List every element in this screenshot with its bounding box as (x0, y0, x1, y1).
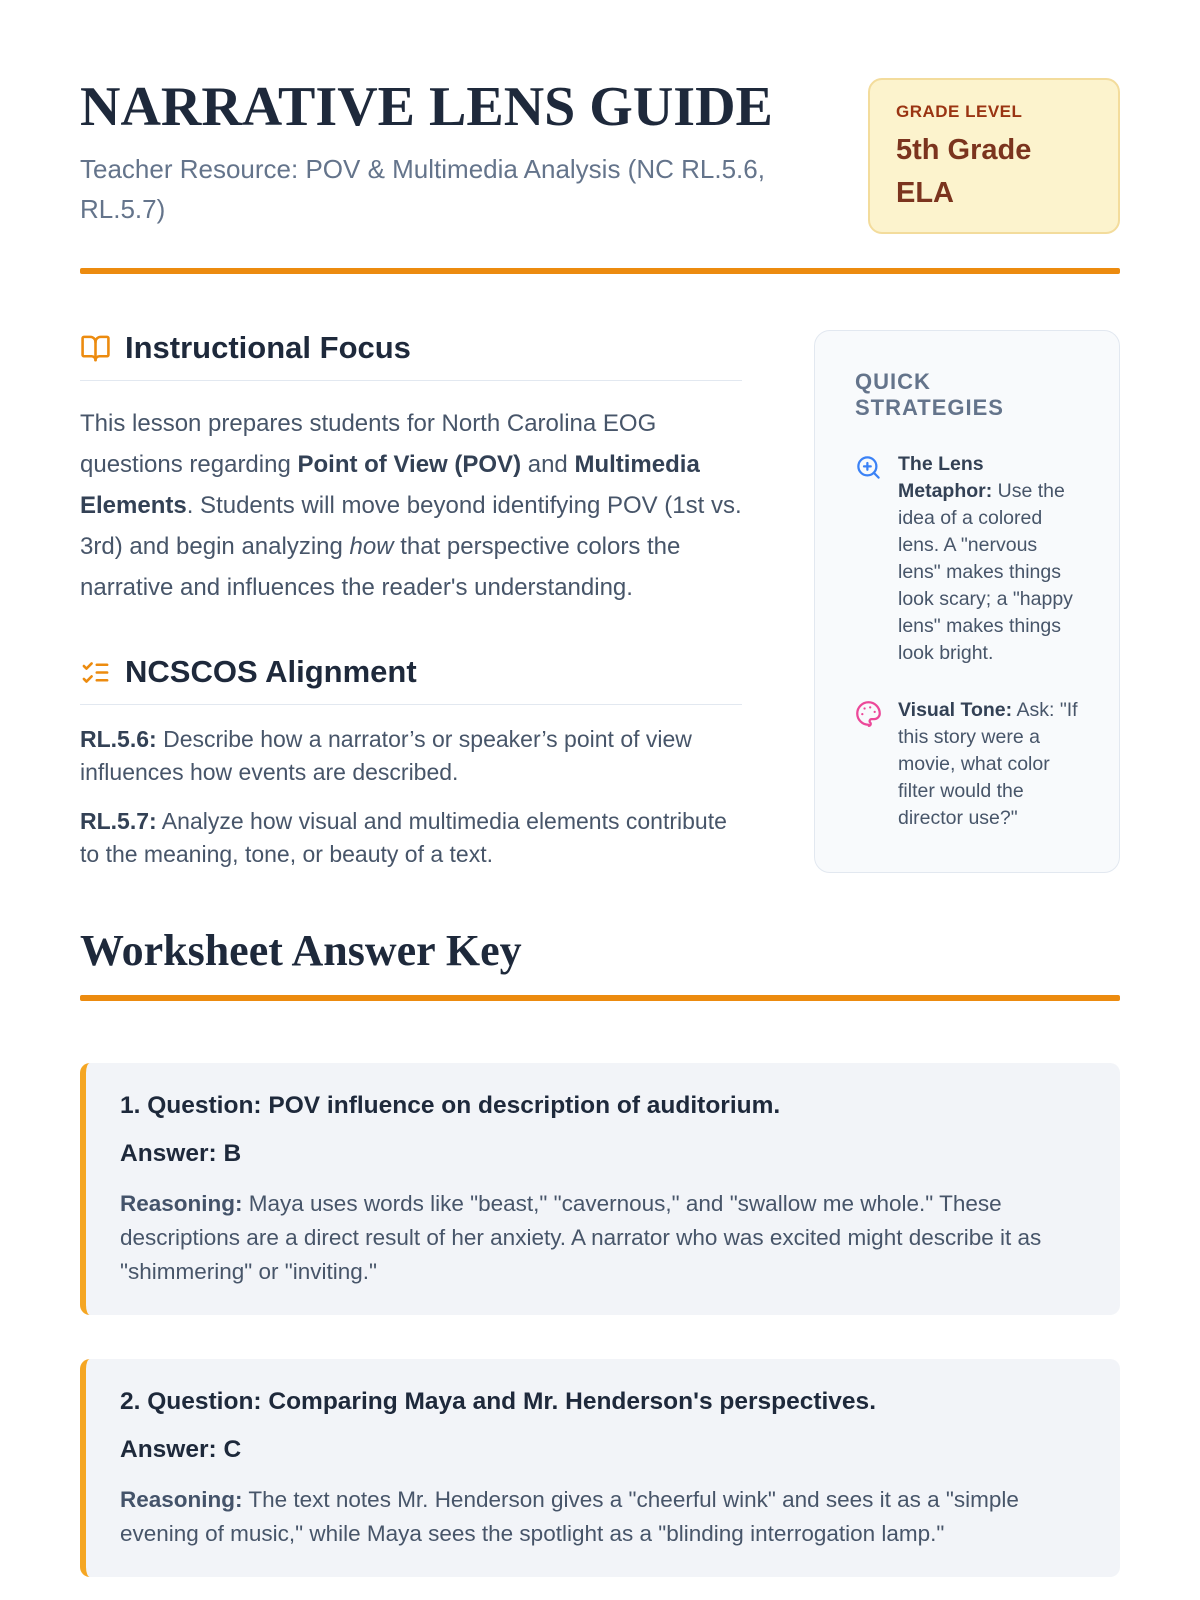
answer-value: Answer: C (120, 1436, 242, 1464)
answer-key-divider (80, 995, 1120, 1001)
ncscos-alignment-section (80, 654, 742, 871)
instructional-focus-section (80, 330, 742, 608)
zoom-in-icon (855, 454, 882, 481)
book-open-icon (80, 333, 111, 364)
grade-badge-subject: ELA (896, 177, 954, 209)
standard-code: RL.5.7: (80, 808, 157, 834)
strategy-text (898, 697, 1079, 832)
grade-level-badge (868, 78, 1120, 234)
answer-key-title: Worksheet Answer Key (80, 926, 522, 975)
standard-rl-5-6 (80, 723, 742, 789)
instructional-focus-heading-text: Instructional Focus (125, 330, 411, 365)
main-column (80, 330, 742, 871)
strategy-item-visual-tone (855, 697, 1079, 832)
reasoning-label: Reasoning: (120, 1487, 243, 1513)
reasoning-text: Maya uses words like "beast," "cavernous," and "swallow me whole." These descriptions are a direct result of her anxiety. A narrator who was excited might describe it as "shimmering" or "inviting." (120, 1191, 1042, 1285)
page-subtitle: Teacher Resource: POV & Multimedia Analysis (NC RL.5.6, RL.5.7) (80, 153, 765, 225)
focus-text: and (521, 451, 575, 478)
strategy-label: The Lens Metaphor: (898, 453, 993, 502)
standard-text: Analyze how visual and multimedia elements contribute to the meaning, tone, or beauty of a text. (80, 808, 727, 867)
focus-bold-multimedia: Multimedia Elements (80, 451, 700, 519)
focus-text: that perspective colors the narrative and influences the reader's understanding. (80, 533, 681, 601)
ncscos-alignment-heading-text: NCSCOS Alignment (125, 654, 417, 689)
strategy-body: Use the idea of a colored lens. A "nervous lens" makes things look scary; a "happy lens" makes things look bright. (898, 480, 1073, 664)
quick-strategies-heading: QUICK STRATEGIES (855, 369, 1004, 420)
question-title: 2. Question: Comparing Maya and Mr. Henderson's perspectives. (120, 1388, 876, 1416)
page-title: NARRATIVE LENS GUIDE (80, 76, 773, 138)
focus-bold-pov: Point of View (POV) (297, 451, 522, 478)
quick-strategies-panel (814, 330, 1120, 873)
grade-badge-grade: 5th Grade (896, 134, 1032, 166)
instructional-focus-heading (80, 330, 742, 381)
answer-card-1 (80, 1063, 1120, 1315)
reasoning-text: The text notes Mr. Henderson gives a "cheerful wink" and sees it as a "simple evening of music," while Maya sees the spotlight as a "blinding interrogation lamp." (120, 1487, 1019, 1547)
instructional-focus-paragraph (80, 403, 742, 608)
header-divider (80, 268, 1120, 274)
answer-value: Answer: B (120, 1140, 242, 1168)
palette-icon (855, 700, 882, 727)
question-title: 1. Question: POV influence on description of auditorium. (120, 1092, 781, 1120)
standard-text: Describe how a narrator’s or speaker’s point of view influences how events are described. (80, 726, 692, 785)
standard-rl-5-7 (80, 805, 742, 871)
main-content (80, 330, 1120, 873)
strategy-text (898, 451, 1079, 667)
strategy-item-lens-metaphor (855, 451, 1079, 667)
standard-code: RL.5.6: (80, 726, 157, 752)
strategy-body: Ask: "If this story were a movie, what color filter would the director use?" (898, 699, 1078, 829)
strategy-label: Visual Tone: (898, 699, 1013, 721)
ncscos-alignment-heading (80, 654, 742, 705)
reasoning-label: Reasoning: (120, 1191, 243, 1217)
list-checks-icon (80, 657, 111, 688)
focus-text: This lesson prepares students for North Carolina EOG questions regarding (80, 410, 657, 478)
focus-text: . Students will move beyond identifying POV (1st vs. 3rd) and begin analyzing (80, 492, 742, 560)
focus-italic-how: how (349, 533, 394, 560)
reasoning-paragraph (120, 1187, 1086, 1289)
answer-card-2 (80, 1359, 1120, 1577)
grade-badge-label: GRADE LEVEL (896, 102, 1023, 121)
reasoning-paragraph (120, 1483, 1086, 1551)
header (80, 78, 1120, 234)
header-text (80, 78, 838, 229)
